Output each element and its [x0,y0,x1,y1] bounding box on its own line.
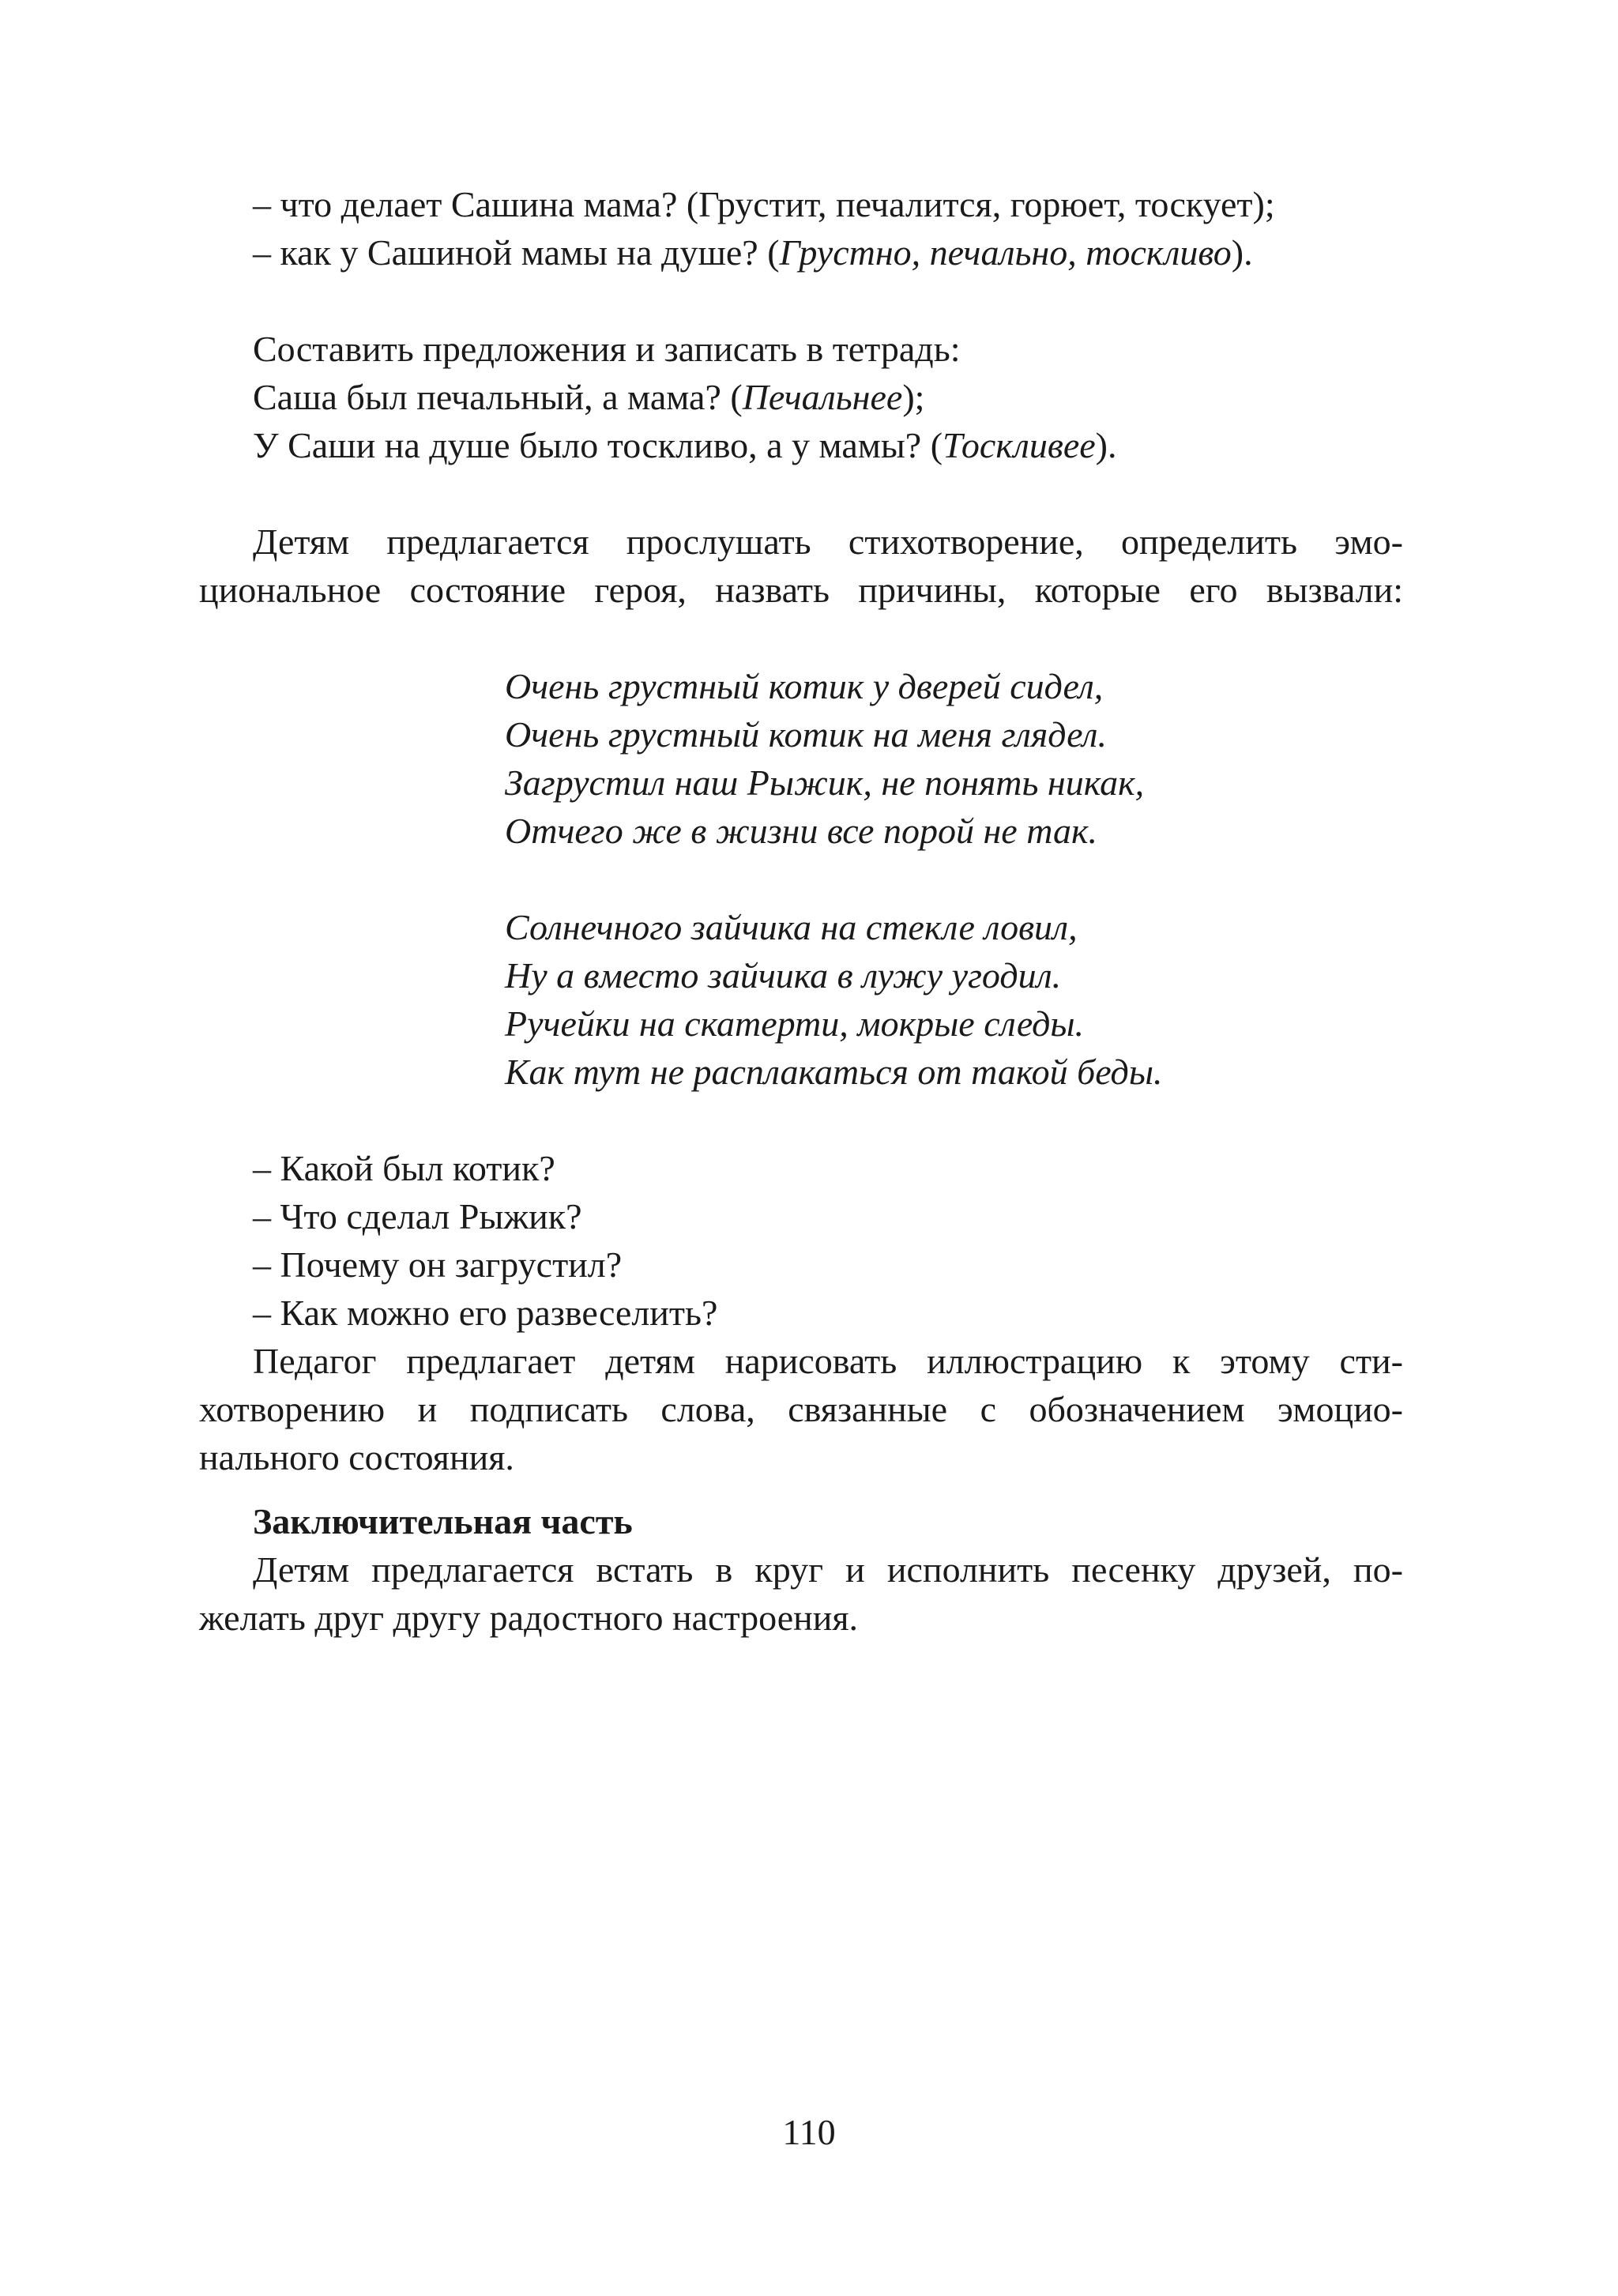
spacer [199,614,1403,662]
poem-line: Очень грустный котик у дверей сидел, [505,666,1104,706]
task-instruction: Составить предложения и записать в тетрадь: [253,329,961,369]
question-text: – как у Сашиной мамы на душе? ( [253,232,780,273]
section-heading: Заключительная часть [253,1501,633,1541]
poem-line: Солнечного зайчика на стекле ловил, [505,907,1078,947]
spacer [199,469,1403,518]
question-line: – Почему он загрустил? [253,1244,623,1285]
question-line [199,180,1403,228]
poem-line: Загрустил наш Рыжик, не понять никак, [505,762,1145,803]
question-text-end: ). [1231,232,1253,273]
paragraph-line: Детям предлагается прослушать стихотворение, определить эмо- [253,521,1403,562]
poem-line: Отчего же в жизни все порой не так. [505,811,1097,851]
paragraph-line: Детям предлагается встать в круг и исполнить песенку друзей, по- [253,1549,1403,1590]
text-column [199,180,1403,1642]
task-sentence-end: ); [902,377,925,417]
task-sentence [199,373,1403,421]
paragraph-line: нального состояния. [199,1437,514,1477]
task-answer-italic: Печальнее [742,377,903,417]
poem-line: Ручейки на скатерти, мокрые следы. [505,1003,1085,1044]
task-answer-italic: Тоскливее [943,425,1096,465]
poem-line: Как тут не расплакаться от такой беды. [505,1052,1163,1092]
paragraph-line: Педагог предлагает детям нарисовать иллюстрацию к этому сти- [253,1341,1403,1381]
spacer [199,277,1403,325]
paragraph-line: циональное состояние героя, назвать причины, которые его вызвали: [199,570,1403,610]
question-line: – Что сделал Рыжик? [253,1196,582,1236]
question-text: – что делает Сашина мама? (Грустит, печалится, горюет, тоскует); [253,184,1275,224]
task-sentence [199,421,1403,469]
question-line: – Как можно его развеселить? [253,1293,718,1333]
question-line: – Какой был котик? [253,1148,555,1188]
question-answer-italic: Грустно, печально, тоскливо [779,232,1232,273]
spacer [199,1096,1403,1144]
page-number: 110 [782,2112,836,2152]
poem [505,662,1403,1096]
poem-line: Ну а вместо зайчика в лужу угодил. [505,955,1062,996]
task-sentence-text: У Саши на душе было тоскливо, а у мамы? ( [253,425,943,465]
task-sentence-text: Саша был печальный, а мама? ( [253,377,743,417]
poem-line: Очень грустный котик на меня глядел. [505,714,1107,755]
spacer [505,855,1403,903]
task-sentence-end: ). [1095,425,1117,465]
paragraph-line: желать друг другу радостного настроения. [199,1598,858,1638]
paragraph-line: хотворению и подписать слова, связанные с обозначением эмоцио- [199,1389,1403,1429]
spacer [199,1481,1403,1497]
question-line [199,228,1403,277]
